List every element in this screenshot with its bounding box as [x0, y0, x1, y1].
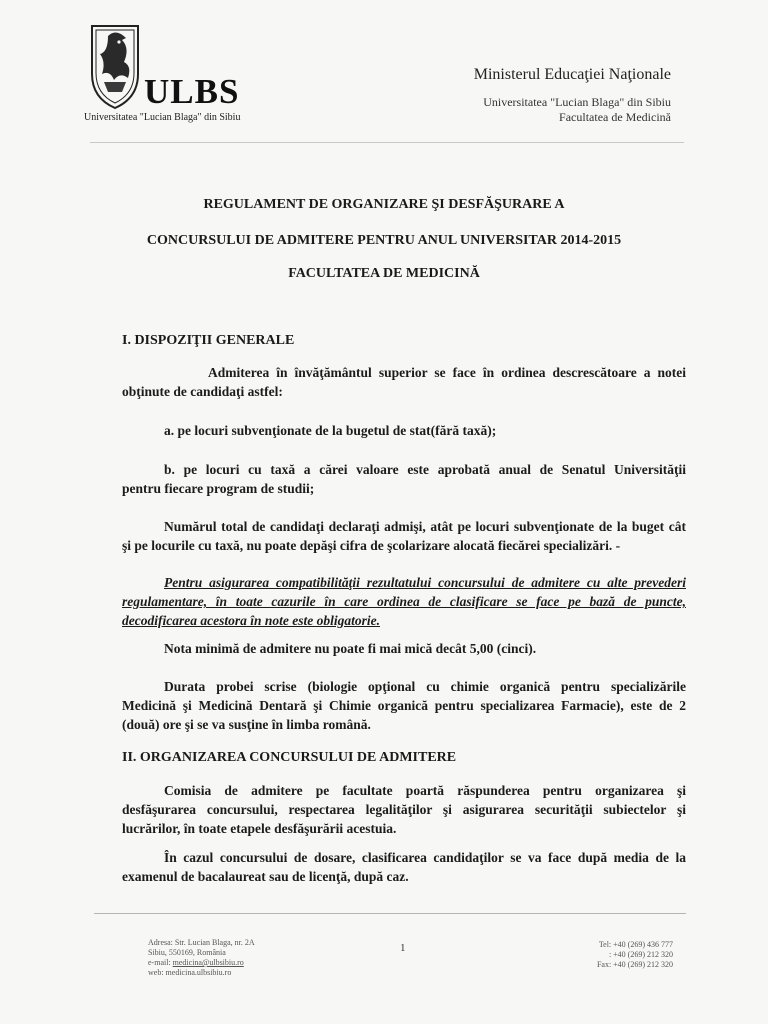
paragraph-compat-l2: regulamentare, în toate cazurile în care ordinea de clasificare se face pe bază de puncte, [122, 594, 686, 609]
paragraph-dossier-l2: examenul de bacalaureat sau de licenţă, după caz. [122, 869, 409, 884]
email-line [148, 958, 255, 968]
email-label: e-mail: [148, 958, 173, 967]
paragraph-total-l2: şi pe locurile cu taxă, nu poate depăşi cifra de şcolarizare alocată fiecărei specializări. - [122, 538, 621, 553]
eagle-emblem-icon [86, 22, 144, 110]
paragraph-admission-l1: Admiterea în învăţământul superior se face în ordinea descrescătoare a notei [208, 365, 686, 380]
paragraph-min-grade: Nota minimă de admitere nu poate fi mai mică decât 5,00 (cinci). [164, 641, 537, 656]
faculty-name: Facultatea de Medicină [559, 110, 671, 124]
list-item-a: a. pe locuri subvenţionate de la bugetul de stat(fără taxă); [164, 423, 497, 438]
paragraph-duration-l1: Durata probei scrise (biologie opţional cu chimie organică pentru specializările [164, 679, 686, 694]
section-heading-1: I. DISPOZIŢII GENERALE [122, 333, 295, 348]
paragraph-dossier-l1: În cazul concursului de dosare, clasificarea candidaţilor se va face după media de la [164, 850, 686, 865]
list-item-b-l1: b. pe locuri cu taxă a cărei valoare este aprobată anual de Senatul Universităţii [164, 462, 686, 477]
paragraph-admission-l2: obţinute de candidaţi astfel: [122, 384, 283, 399]
ministry-name: Ministerul Educaţiei Naţionale [473, 66, 671, 83]
footer-address [148, 938, 255, 978]
web-link[interactable]: web: medicina.ulbsibiu.ro [148, 968, 232, 977]
document-title-line2: CONCURSULUI DE ADMITERE PENTRU ANUL UNIVERSITAR 2014-2015 [146, 233, 622, 248]
paragraph-compat-l1: Pentru asigurarea compatibilităţii rezultatului concursului de admitere cu alte prevederi [164, 575, 686, 590]
paragraph-commission-l1: Comisia de admitere pe facultate poartă răspunderea pentru organizarea şi [164, 783, 686, 798]
section-heading-2: II. ORGANIZAREA CONCURSULUI DE ADMITERE [122, 750, 457, 765]
email-link[interactable]: medicina@ulbsibiu.ro [172, 958, 244, 967]
fax-line: Fax: +40 (269) 212 320 [596, 960, 673, 969]
header-divider [90, 142, 684, 143]
logo-text: ULBS [144, 72, 240, 111]
paragraph-commission-l3: lucrărilor, în toate etapele desfăşurării acestuia. [122, 821, 397, 836]
address-line-1: Adresa: Str. Lucian Blaga, nr. 2A [148, 938, 255, 947]
address-line-2: Sibiu, 550169, România [148, 948, 226, 957]
paragraph-commission-l2: desfăşurarea concursului, respectarea legalităţilor şi asigurarea securităţii subiectelor şi [122, 802, 686, 817]
page-number: 1 [400, 942, 406, 954]
document-title-line1: REGULAMENT DE ORGANIZARE ŞI DESFĂŞURARE A [203, 197, 565, 212]
footer-contacts [597, 940, 673, 970]
tel-line-2: : +40 (269) 212 320 [608, 950, 673, 959]
paragraph-duration-l3: (două) ore şi se va susţine în limba română. [122, 717, 371, 732]
ulbs-logo [84, 22, 274, 124]
paragraph-compat-l3: decodificarea acestora în note este obligatorie. [122, 613, 380, 628]
footer-divider [94, 913, 686, 914]
logo-caption: Universitatea "Lucian Blaga" din Sibiu [84, 112, 241, 123]
tel-line-1: Tel: +40 (269) 436 777 [598, 940, 673, 949]
paragraph-duration-l2: Medicină şi Medicină Dentară şi Chimie organică pentru specializarea Farmacie), este de 2 [122, 698, 686, 713]
paragraph-total-l1: Numărul total de candidaţi declaraţi admişi, atât pe locuri subvenţionate de la buget cât [164, 519, 686, 534]
list-item-b-l2: pentru fiecare program de studii; [122, 481, 315, 496]
university-name: Universitatea "Lucian Blaga" din Sibiu [483, 95, 671, 109]
document-title-line3: FACULTATEA DE MEDICINĂ [288, 266, 480, 281]
